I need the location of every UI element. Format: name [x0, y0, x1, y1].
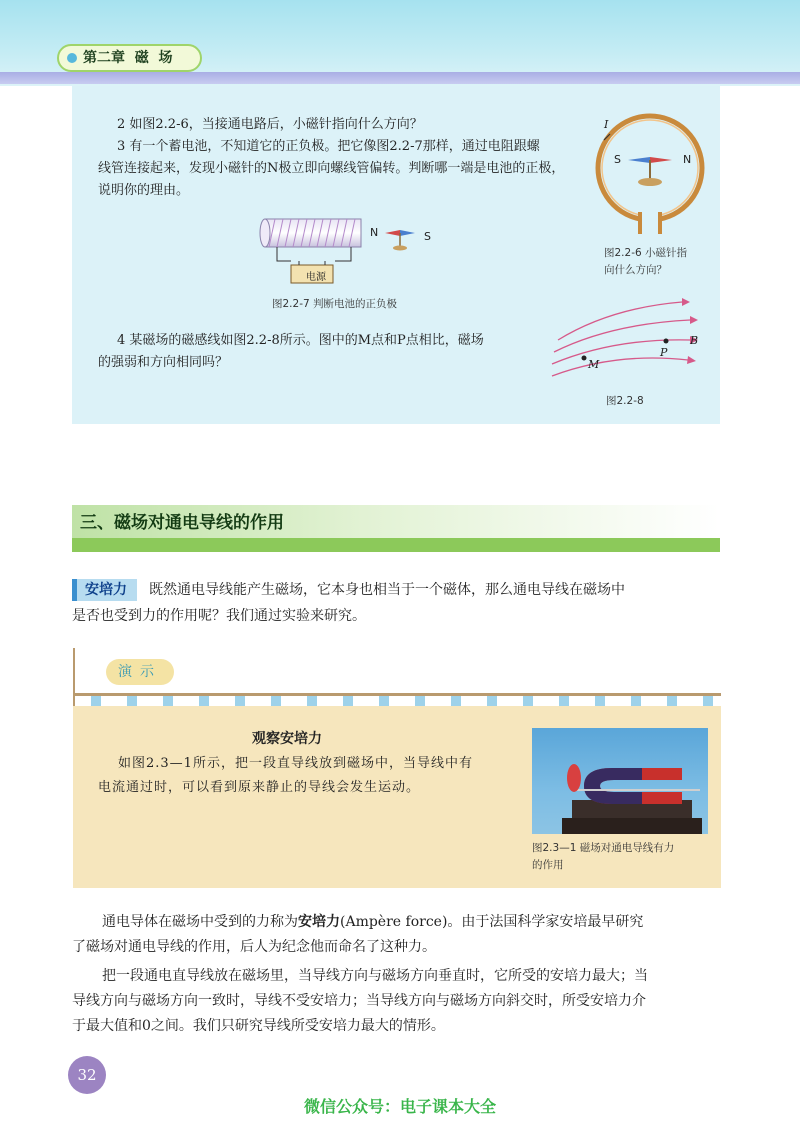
label-current-i: I [604, 118, 609, 131]
figure-2-2-7 [255, 215, 445, 290]
field-line-4 [552, 358, 688, 376]
ampere-force-term: 安培力 [298, 914, 340, 930]
needle-base [393, 246, 407, 251]
body-p1-line1 [102, 910, 732, 935]
section-title: 三、磁场对通电导线的作用 [72, 505, 720, 541]
magnet-blue-half [584, 768, 642, 804]
page-number: 32 [68, 1056, 106, 1094]
field-arrow-2-icon [690, 316, 698, 324]
body-p2-line2: 导线方向与磁场方向一致时，导线不受安培力；当导线方向与磁场方向斜交时，所受安培力介 [72, 993, 646, 1009]
photo-caption-line1: 图2.3—1 磁场对通电导线有力 [532, 842, 675, 854]
demo-line2: 电流通过时，可以看到原来静止的导线会发生运动。 [98, 780, 421, 795]
demo-dash-strip [75, 696, 721, 706]
photo-caption-line2: 的作用 [532, 859, 564, 871]
ring-gap [640, 208, 660, 228]
compass-needle-blue [628, 157, 650, 163]
figure-2-2-8 [540, 290, 710, 390]
intro-line1-text: 既然通电导线能产生磁场，它本身也相当于一个磁体，那么通电导线在磁场中 [149, 582, 625, 598]
label-b: B [690, 334, 699, 347]
compass-base [638, 178, 662, 186]
caption-fig227: 图2.2-7 判断电池的正负极 [272, 298, 398, 310]
watermark: 微信公众号：电子课本大全 [303, 1097, 496, 1116]
demo-title: 观察安培力 [252, 731, 322, 747]
question-3-line1: 3 有一个蓄电池，不知道它的正负极。把它像图2.2-7那样，通过电阻跟螺 [117, 139, 540, 154]
label-n-fig226: N [683, 153, 692, 166]
body-p2-line3: 于最大值和0之间。我们只研究导线所受安培力最大的情形。 [72, 1018, 445, 1034]
wire-left [277, 247, 291, 261]
question-2: 2 如图2.2-6，当接通电路后，小磁针指向什么方向？ [117, 117, 423, 132]
chapter-dot-icon [67, 53, 77, 63]
body-p2-line1: 把一段通电直导线放在磁场里，当导线方向与磁场方向垂直时，它所受的安培力最大；当 [102, 968, 648, 984]
caption-fig226-line1: 图2.2-6 小磁针指 [604, 247, 688, 259]
wire-right [335, 247, 351, 261]
label-n-fig227: N [370, 226, 379, 239]
caption-fig228: 图2.2-8 [606, 395, 644, 407]
field-line-2 [554, 320, 690, 352]
needle-s-blue [400, 230, 415, 236]
field-arrow-1-icon [682, 298, 690, 306]
intro-line1 [72, 578, 722, 603]
horseshoe-magnet-icon [532, 728, 708, 834]
needle-n-red [385, 230, 400, 236]
power-supply-label: 电源 [306, 272, 326, 283]
body-p1-text-a: 通电导体在磁场中受到的力称为 [102, 914, 298, 930]
photo-red-disc [567, 764, 581, 792]
label-s-fig226: S [614, 153, 621, 166]
header-divider [0, 72, 800, 84]
caption-fig226-line2: 向什么方向？ [604, 264, 667, 276]
demo-label: 演示 [106, 659, 174, 685]
body-p1-line2: 了磁场对通电导线的作用，后人为纪念他而命名了这种力。 [72, 939, 436, 955]
intro-line2: 是否也受到力的作用呢？我们通过实验来研究。 [72, 608, 366, 624]
magnet-experiment-photo [532, 728, 708, 834]
label-p: P [660, 346, 668, 359]
question-4-line2: 的强弱和方向相同吗？ [98, 355, 229, 370]
chapter-label: 第二章 磁 场 [57, 44, 202, 72]
field-line-1 [558, 302, 682, 340]
field-arrow-4-icon [687, 356, 696, 364]
compass-needle-red [650, 157, 672, 163]
label-s-fig227: S [424, 230, 431, 243]
point-m [582, 356, 587, 361]
question-3-line2: 线管连接起来，发现小磁针的N极立即向螺线管偏转。判断哪一端是电池的正极， [98, 161, 565, 176]
demo-line1: 如图2.3—1所示，把一段直导线放到磁场中，当导线中有 [118, 756, 473, 771]
body-p1-text-b: (Ampère force)。由于法国科学家安培最早研究 [340, 914, 644, 930]
question-3-line3: 说明你的理由。 [98, 183, 190, 198]
ampere-force-tag: 安培力 [72, 579, 137, 601]
solenoid-end [260, 219, 270, 247]
point-p [664, 339, 669, 344]
label-m: M [588, 358, 600, 371]
question-4-line1: 4 某磁场的磁感线如图2.2-8所示。图中的M点和P点相比，磁场 [117, 333, 484, 348]
section-bar [72, 538, 720, 552]
